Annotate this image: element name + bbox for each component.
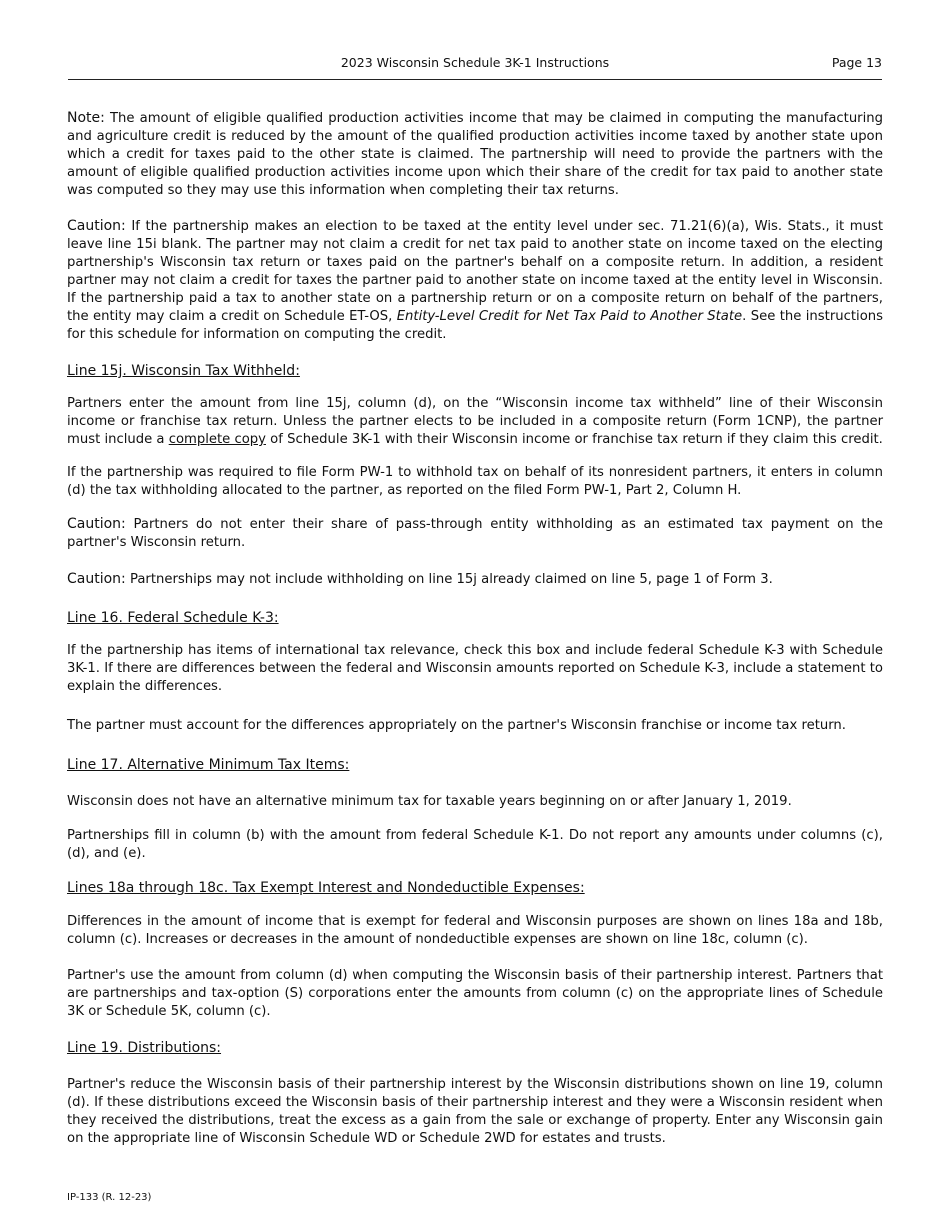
- document-title: 2023 Wisconsin Schedule 3K-1 Instructions: [340, 55, 610, 70]
- caution-line5: [67, 570, 883, 589]
- line19-heading: Line 19. Distributions:: [67, 1040, 222, 1056]
- page-header: [68, 55, 882, 80]
- line17-heading: Line 17. Alternative Minimum Tax Items:: [67, 757, 350, 773]
- line15j-paragraph: [67, 395, 883, 449]
- caution-label: Caution:: [67, 571, 126, 587]
- page-number: Page 13: [831, 55, 882, 70]
- line18-heading: Lines 18a through 18c. Tax Exempt Interest and Nondeductible Expenses:: [67, 880, 585, 896]
- line16-heading: Line 16. Federal Schedule K-3:: [67, 610, 279, 626]
- caution-withholding: [67, 515, 883, 552]
- note-paragraph: [67, 109, 883, 200]
- line16-paragraph-2: The partner must account for the differences appropriately on the partner's Wisconsin franchise or income tax return.: [67, 718, 846, 733]
- caution-text: Partnerships may not include withholding on line 15j already claimed on line 5, page 1 of Form 3.: [125, 572, 773, 587]
- note-text: The amount of eligible qualified production activities income that may be claimed in computing the manufacturing and agriculture credit is reduced by the amount of the qualified production activities income taxed by another state upon which a credit for taxes paid to the other state is claimed. The partnership will need to provide the partners with the amount of eligible qualified production activities income upon which their share of the credit for tax paid to another state was computed so they may use this information when completing their tax returns.: [67, 111, 883, 198]
- line17-paragraph-2: Partnerships fill in column (b) with the amount from federal Schedule K-1. Do not report any amounts under columns (c), (d), and (e).: [67, 828, 883, 861]
- line15j-text-end: of Schedule 3K-1 with their Wisconsin income or franchise tax return if they claim this credit.: [265, 432, 883, 447]
- schedule-et-os-title: Entity-Level Credit for Net Tax Paid to Another State: [396, 309, 743, 324]
- line15j-text: Partners enter the amount from line 15j, column (d), on the “Wisconsin income tax withheld” line of their Wisconsin income or franchise tax return. Unless the partner elects to be included in a composite return (Form 1CNP), the partner must include a: [67, 396, 883, 447]
- caution-text: If the partnership makes an election to be taxed at the entity level under sec. 71.21(6)(a), Wis. Stats., it must leave line 15i blank. The partner may not claim a credit for net tax paid to another state on income taxed on the electing partnership's Wisconsin tax return or taxes paid on the partner's behalf on a composite return. In addition, a resident partner may not claim a credit for taxes the partner paid to another state on income taxed at the entity level in Wisconsin. If the partnership paid a tax to another state on a partnership return or on a composite return on behalf of the partners, the entity may claim a credit on Schedule ET-OS,: [67, 219, 883, 324]
- line19-paragraph: Partner's reduce the Wisconsin basis of their partnership interest by the Wisconsin distributions shown on line 19, column (d). If these distributions exceed the Wisconsin basis of their partnership interest and they were a Wisconsin resident when they received the distributions, treat the excess as a gain from the sale or exchange of property. Enter any Wisconsin gain on the appropriate line of Wisconsin Schedule WD or Schedule 2WD for estates and trusts.: [67, 1077, 883, 1146]
- caution-label: Caution:: [67, 218, 126, 234]
- line15j-heading: Line 15j. Wisconsin Tax Withheld:: [67, 363, 300, 379]
- pw1-paragraph: If the partnership was required to file Form PW-1 to withhold tax on behalf of its nonresident partners, it enters in column (d) the tax withholding allocated to the partner, as reported on the filed Form PW-1, Part 2, Column H.: [67, 465, 883, 498]
- complete-copy-text: complete copy: [168, 432, 266, 447]
- line17-paragraph: Wisconsin does not have an alternative minimum tax for taxable years beginning on or after January 1, 2019.: [67, 794, 792, 809]
- caution-paragraph: [67, 217, 883, 344]
- form-footer: IP-133 (R. 12-23): [67, 1192, 152, 1203]
- caution-text-end: . See the instructions for this schedule for information on computing the credit.: [67, 309, 883, 342]
- line16-paragraph: If the partnership has items of international tax relevance, check this box and include federal Schedule K-3 with Schedule 3K-1. If there are differences between the federal and Wisconsin amounts reported on Schedule K-3, include a statement to explain the differences.: [67, 643, 883, 694]
- caution-label: Caution:: [67, 516, 126, 532]
- line18-paragraph-2: Partner's use the amount from column (d) when computing the Wisconsin basis of their partnership interest. Partners that are partnerships and tax-option (S) corporations enter the amounts from column (c) on the appropriate lines of Schedule 3K or Schedule 5K, column (c).: [67, 968, 883, 1019]
- page-content: [67, 109, 883, 1148]
- note-label: Note:: [67, 110, 105, 126]
- caution-text: Partners do not enter their share of pass-through entity withholding as an estimated tax payment on the partner's Wisconsin return.: [67, 517, 883, 550]
- line18-paragraph: Differences in the amount of income that is exempt for federal and Wisconsin purposes are shown on lines 18a and 18b, column (c). Increases or decreases in the amount of nondeductible expenses are shown on line 18c, column (c).: [67, 914, 883, 947]
